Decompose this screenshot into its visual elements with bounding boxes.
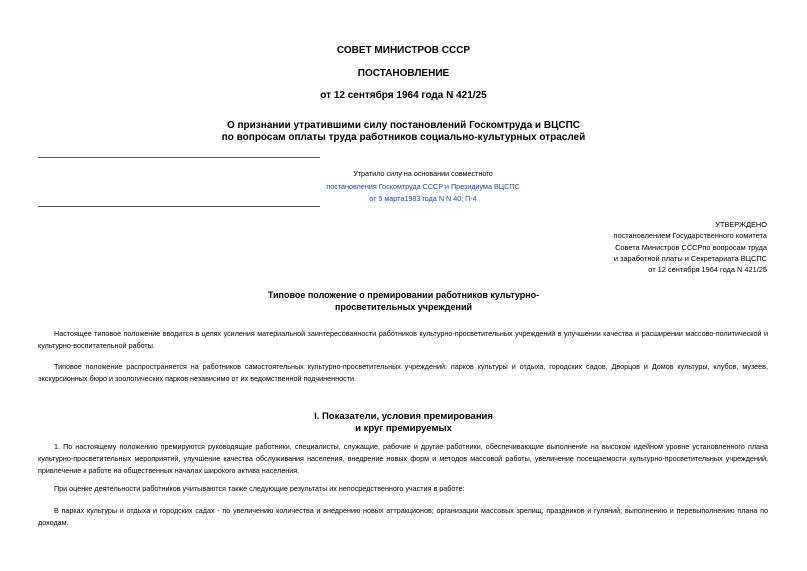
annulment-note-line1: Утратило силу на основании совместного xyxy=(353,169,493,178)
section1-title-line1: I. Показатели, условия премирования xyxy=(314,411,493,422)
regulation-title-line1: Типовое положение о премировании работников культурно- xyxy=(267,290,540,300)
document-type-heading: ПОСТАНОВЛЕНИЕ xyxy=(357,68,450,79)
annulment-note-date[interactable]: от 5 марта1983 года N N 40; П-4 xyxy=(369,194,477,203)
document-title-line1: О признании утратившими силу постановлений Госкомтруда и ВЦСПС xyxy=(226,120,581,131)
date-number-heading: от 12 сентября 1964 года N 421/25 xyxy=(320,90,487,101)
approval-line4: и заработной платы и Секретариата ВЦСПС xyxy=(613,253,767,263)
intro-paragraph-2: Типовое положение распространяется на работников самостоятельных культурно-просветительных учреждений: парков культуры и отдыха, городских садов, Дворцов и Домов культуры, клубов, музеев, экскурсионных бюро и зоологических парков независимо от их ведомственной подчиненности. xyxy=(38,362,768,383)
document-title-line2: по вопросам оплаты труда работников социально-культурных отраслей xyxy=(221,132,586,143)
intro-paragraph-1: Настоящее типовое положение вводится в целях усиления материальной заинтересованности работников культурно-просветительных учреждений в улучшении качества и расширении массово-политической и культурно-воспитательной работы. xyxy=(38,329,768,350)
annulment-resolution-link[interactable]: постановления Госкомтруда СССР и Президиума ВЦСПС xyxy=(326,181,520,191)
bottom-divider xyxy=(38,206,320,207)
section1-paragraph-1: 1. По настоящему положению премируются руководящие работники, специалисты, служащие, рабочие и другие работники, обеспечивающие выполнение на высоком идейном уровне установленного плана культурно-просветительных мероприятий, улучшение качества обслуживания населения, внедрение новых форм и методов массовой работы, увеличение посещаемости культурно-просветительных учреждений, привлечение к работе на общественных началах широкого актива населения. xyxy=(38,442,768,475)
section1-title-line2: и круг премируемых xyxy=(355,423,452,434)
approval-line3: Совета Министров СССРпо вопросам труда xyxy=(615,242,767,252)
approval-line1: УТВЕРЖДЕНО xyxy=(715,220,767,229)
approval-line5: от 12 сентября 1964 года N 421/25 xyxy=(648,265,767,275)
approval-line2: постановлением Государственного комитета xyxy=(613,231,767,241)
annulment-note xyxy=(38,168,807,206)
regulation-title-line2: просветительных учреждений xyxy=(334,302,473,312)
section1-paragraph-2: При оценке деятельности работников учитываются также следующие результаты их непосредственного участия в работе: xyxy=(54,484,465,493)
approval-block xyxy=(547,219,767,275)
authority-heading: СОВЕТ МИНИСТРОВ СССР xyxy=(336,45,471,56)
section1-paragraph-3: В парках культуры и отдыха и городских садах - по увеличению количества и внедрению новых аттракционов; организации массовых зрелищ, праздников и гуляний; выполнению и перевыполнению плана по доходам. xyxy=(38,506,768,527)
top-divider xyxy=(38,157,320,158)
